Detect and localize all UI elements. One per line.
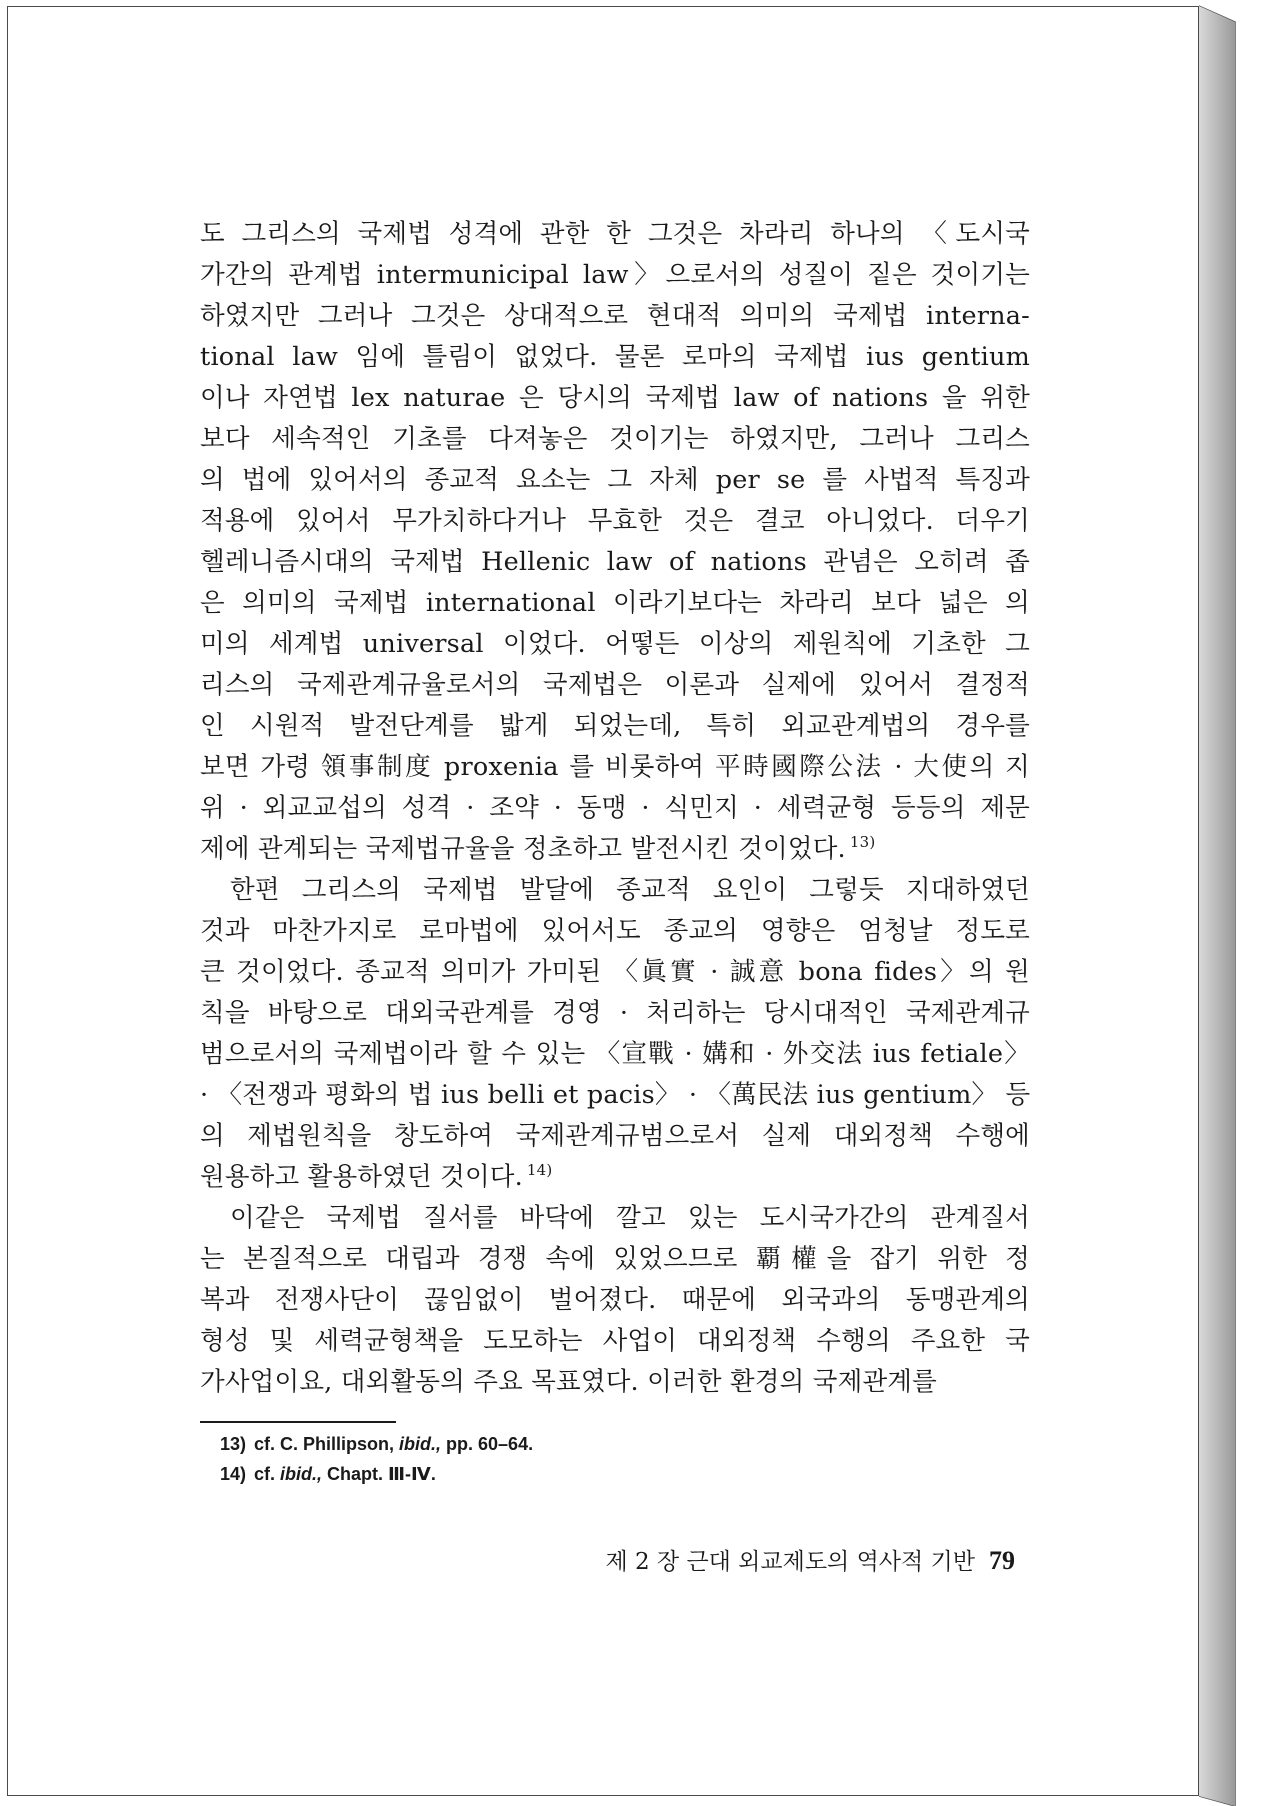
text-line (200, 378, 1030, 419)
line-text: 도 그리스의 국제법 성격에 관한 한 그것은 차라리 하나의 〈도시국 (200, 219, 1030, 249)
text-line (200, 829, 1030, 870)
text-line (200, 624, 1030, 665)
text-line (200, 952, 1030, 993)
footnote-post: Chapt. Ⅲ-Ⅳ. (322, 1464, 436, 1484)
footer-chapter-title: 제 2 장 근대 외교제도의 역사적 기반 (605, 1549, 975, 1575)
line-text: 이나 자연법 lex naturae 은 당시의 국제법 law of nations 을 위한 (200, 383, 1030, 413)
book-edge-pages (1199, 0, 1251, 1806)
footnote-pre: cf. C. Phillipson, (254, 1434, 400, 1454)
line-text: 은 의미의 국제법 international 이라기보다는 차라리 보다 넓은 의 (200, 588, 1030, 618)
footnote-num: 14) (220, 1464, 247, 1484)
line-text: 의 제법원칙을 창도하여 국제관계규범으로서 실제 대외정책 수행에 (200, 1121, 1030, 1151)
footnote (200, 1459, 1030, 1489)
text-line (200, 747, 1030, 788)
line-text: 복과 전쟁사단이 끊임없이 벌어졌다. 때문에 외국과의 동맹관계의 (200, 1285, 1030, 1315)
text-line (200, 1075, 1030, 1116)
text-line (200, 542, 1030, 583)
page-number: 79 (989, 1546, 1015, 1575)
footnote-post: pp. 60–64. (441, 1434, 534, 1454)
footnote (200, 1429, 1030, 1459)
line-text: · 〈전쟁과 평화의 법 ius belli et pacis〉 · 〈萬民法 ius gentium〉 등 (200, 1080, 1030, 1110)
text-line (200, 870, 1030, 911)
text-line (200, 296, 1030, 337)
text-line (200, 1280, 1030, 1321)
body-text (200, 214, 1030, 1403)
line-text: 리스의 국제관계규율로서의 국제법은 이론과 실제에 있어서 결정적 (200, 670, 1030, 700)
text-line (200, 706, 1030, 747)
page-body (200, 214, 1030, 1489)
footnote-italic: ibid., (399, 1434, 442, 1454)
line-text: 는 본질적으로 대립과 경쟁 속에 있었으므로 覇權을 잡기 위한 정 (200, 1244, 1030, 1274)
footnote-num: 13) (220, 1434, 247, 1454)
text-line (200, 1321, 1030, 1362)
line-text: 것과 마찬가지로 로마법에 있어서도 종교의 영향은 엄청날 정도로 (200, 916, 1030, 946)
text-line (200, 214, 1030, 255)
text-line (200, 665, 1030, 706)
text-line (200, 1034, 1030, 1075)
line-text: 형성 및 세력균형책을 도모하는 사업이 대외정책 수행의 주요한 국 (200, 1326, 1030, 1356)
footnote-pre: cf. (254, 1464, 281, 1484)
text-line (200, 460, 1030, 501)
text-line (200, 993, 1030, 1034)
text-line (200, 1157, 1030, 1198)
text-line (200, 911, 1030, 952)
line-text: 하였지만 그러나 그것은 상대적으로 현대적 의미의 국제법 interna- (200, 301, 1030, 331)
text-line (200, 1116, 1030, 1157)
line-text: 칙을 바탕으로 대외국관계를 경영 · 처리하는 당시대적인 국제관계규 (200, 998, 1030, 1028)
footnotes (200, 1429, 1030, 1489)
line-text: 제에 관계되는 국제법규율을 정초하고 발전시킨 것이었다. (200, 834, 846, 864)
line-text: 인 시원적 발전단계를 밟게 되었는데, 특히 외교관계법의 경우를 (200, 711, 1030, 741)
footnote-reference: 13) (849, 833, 876, 851)
line-text: 큰 것이었다. 종교적 의미가 가미된 〈眞實 · 誠意 bona fides〉의 원 (200, 957, 1030, 987)
line-text: 헬레니즘시대의 국제법 Hellenic law of nations 관념은 오히려 좁 (200, 547, 1030, 577)
line-text: tional law 임에 틀림이 없었다. 물론 로마의 국제법 ius gentium (200, 342, 1030, 372)
line-text: 한편 그리스의 국제법 발달에 종교적 요인이 그렇듯 지대하였던 (230, 875, 1030, 905)
text-line (200, 501, 1030, 542)
line-text: 이같은 국제법 질서를 바닥에 깔고 있는 도시국가간의 관계질서 (230, 1203, 1030, 1233)
text-line (200, 1362, 1030, 1403)
line-text: 미의 세계법 universal 이었다. 어떻든 이상의 제원칙에 기초한 그 (200, 629, 1030, 659)
text-line (200, 337, 1030, 378)
line-text: 보면 가령 領事制度 proxenia 를 비롯하여 平時國際公法 · 大使의 지 (200, 752, 1030, 782)
footnote-divider (200, 1421, 396, 1423)
line-text: 가사업이요, 대외활동의 주요 목표였다. 이러한 환경의 국제관계를 (200, 1367, 937, 1397)
text-line (200, 1239, 1030, 1280)
line-text: 위 · 외교교섭의 성격 · 조약 · 동맹 · 식민지 · 세력균형 등등의 제문 (200, 793, 1030, 823)
line-text: 보다 세속적인 기초를 다져놓은 것이기는 하였지만, 그러나 그리스 (200, 424, 1030, 454)
running-footer (545, 1543, 1015, 1576)
line-text: 원용하고 활용하였던 것이다. (200, 1162, 523, 1192)
text-line (200, 255, 1030, 296)
footnote-italic: ibid., (280, 1464, 323, 1484)
line-text: 적용에 있어서 무가치하다거나 무효한 것은 결코 아니었다. 더우기 (200, 506, 1030, 536)
line-text: 의 법에 있어서의 종교적 요소는 그 자체 per se 를 사법적 특징과 (200, 465, 1030, 495)
text-line (200, 788, 1030, 829)
text-line (200, 583, 1030, 624)
footnote-reference: 14) (526, 1161, 553, 1179)
text-line (200, 1198, 1030, 1239)
line-text: 범으로서의 국제법이라 할 수 있는 〈宣戰 · 媾和 · 外交法 ius fetiale〉 (200, 1039, 1030, 1069)
text-line (200, 419, 1030, 460)
line-text: 가간의 관계법 intermunicipal law〉으로서의 성질이 짙은 것이기는 (200, 260, 1030, 290)
